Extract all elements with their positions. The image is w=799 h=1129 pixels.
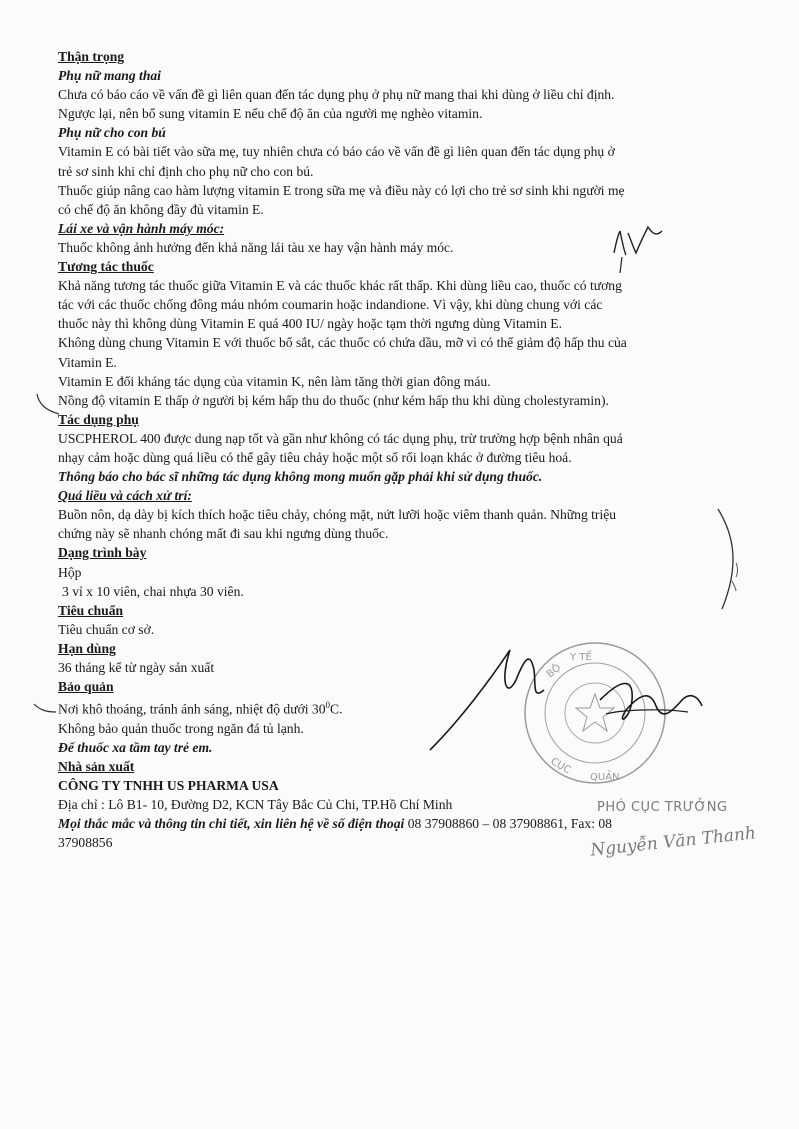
svg-text:QUẢN: QUẢN: [590, 772, 620, 783]
text-line: Vitamin E có bài tiết vào sữa mẹ, tuy nhiên chưa có báo cáo về vấn đề gì liên quan đến tác dụng phụ ở: [58, 144, 615, 160]
text-line: USCPHEROL 400 được dung nạp tốt và gần như không có tác dụng phụ, trừ trường hợp bệnh nhân quá: [58, 430, 623, 446]
section-heading-driving: Lái xe và vận hành máy móc:: [58, 220, 225, 236]
initials-mark: [608, 213, 668, 273]
text-line: Buồn nôn, dạ dày bị kích thích hoặc tiêu chảy, chóng mặt, nứt lưỡi hoặc viêm thanh quản. Những triệu: [58, 507, 617, 523]
text-line: 3 vỉ x 10 viên, chai nhựa 30 viên.: [62, 583, 244, 599]
text-line: Khả năng tương tác thuốc giữa Vitamin E và các thuốc khác rất thấp. Khi dùng liều cao, thuốc có tương: [58, 278, 622, 294]
company-address: Địa chỉ : Lô B1- 10, Đường D2, KCN Tây Bắc Củ Chi, TP.Hồ Chí Minh: [58, 797, 453, 813]
text-line: Chưa có báo cáo về vấn đề gì liên quan đến tác dụng phụ ở phụ nữ mang thai khi dùng ở liều chỉ định.: [58, 87, 615, 103]
text-line: Không dùng chung Vitamin E với thuốc bổ sắt, các thuốc có chứa dầu, mỡ vì có thể giảm độ hấp thu của: [58, 335, 627, 351]
svg-text:Y TẾ: Y TẾ: [570, 652, 592, 663]
text-line: nhạy cảm hoặc dùng quá liều có thể gây tiêu chảy hoặc một số rối loạn khác ở đường tiêu hoá.: [58, 449, 572, 465]
text-line: có chế độ ăn không đầy đủ vitamin E.: [58, 201, 264, 217]
subheading-pregnant: Phụ nữ mang thai: [58, 68, 161, 84]
degree-superscript: 0: [325, 700, 331, 711]
doctor-notice: Thông báo cho bác sĩ những tác dụng không mong muốn gặp phải khi sử dụng thuốc.: [58, 469, 543, 485]
section-heading-shelf-life: Hạn dùng: [58, 640, 116, 656]
text-line: Vitamin E.: [58, 354, 117, 370]
contact-label: Mọi thắc mắc và thông tin chi tiết, xin liên hệ về số điện thoại: [58, 816, 405, 832]
storage-temp-text: Nơi khô thoáng, tránh ánh sáng, nhiệt độ dưới 30: [58, 701, 326, 717]
svg-text:CỤC: CỤC: [548, 756, 573, 777]
child-warning: Để thuốc xa tầm tay trẻ em.: [58, 739, 213, 755]
text-line: tác với các thuốc chống đông máu nhóm coumarin hoặc indandione. Vì vậy, khi dùng chung với các: [58, 297, 603, 313]
contact-line: [58, 814, 718, 833]
section-heading-manufacturer: Nhà sản xuất: [58, 759, 135, 774]
storage-temp-unit: C.: [330, 701, 343, 717]
text-line: Vitamin E đối kháng tác dụng của vitamin K, nên làm tăng thời gian đông máu.: [58, 373, 491, 389]
text-line: trẻ sơ sinh khi chỉ định cho phụ nữ cho con bú.: [58, 163, 314, 179]
signature: [420, 640, 720, 770]
contact-fax: 37908856: [58, 835, 113, 851]
section-heading-overdose: Quá liều và cách xử trí:: [58, 488, 192, 504]
text-line: Ngược lại, nên bổ sung vitamin E nếu chế độ ăn của người mẹ nghèo vitamin.: [58, 106, 483, 122]
text-line: 36 tháng kể từ ngày sản xuất: [58, 660, 215, 675]
section-heading-standard: Tiêu chuẩn: [58, 602, 124, 618]
text-line: Thuốc không ảnh hưởng đến khả năng lái tàu xe hay vận hành máy móc.: [58, 239, 454, 255]
contact-numbers: 08 37908860 – 08 37908861, Fax: 08: [404, 816, 612, 832]
text-line: chứng này sẽ nhanh chóng mất đi sau khi ngưng dùng thuốc.: [58, 526, 389, 542]
margin-bracket-mark: [33, 390, 63, 430]
section-heading-presentation: Dạng trình bày: [58, 545, 147, 561]
text-line: Tiêu chuẩn cơ sở.: [58, 621, 155, 637]
subheading-nursing: Phụ nữ cho con bú: [58, 125, 166, 141]
stamp-title: PHÓ CỤC TRƯỞNG: [597, 800, 728, 815]
stamp-name: Nguyễn Văn Thanh: [589, 823, 757, 861]
text-line: Nồng độ vitamin E thấp ở người bị kém hấp thu do thuốc (như kém hấp thu khi dùng cholestyramin).: [58, 392, 609, 408]
text-line: thuốc này thì không dùng Vitamin E quá 400 IU/ ngày hoặc tạm thời ngưng dùng Vitamin E.: [58, 316, 562, 332]
text-line: Thuốc giúp nâng cao hàm lượng vitamin E trong sữa mẹ và điều này có lợi cho trẻ sơ sinh khi người mẹ: [58, 182, 625, 198]
svg-text:BỘ: BỘ: [544, 662, 564, 681]
section-heading-side-effects: Tác dụng phụ: [58, 411, 139, 427]
section-heading-interactions: Tương tác thuốc: [58, 259, 154, 275]
text-line: Hộp: [58, 564, 82, 580]
margin-bracket-mark: [30, 700, 60, 720]
section-heading-storage: Bảo quản: [58, 679, 114, 695]
section-heading-precautions: Thận trọng: [58, 49, 125, 64]
text-line: Không bảo quản thuốc trong ngăn đá tủ lạnh.: [58, 720, 304, 736]
company-name: CÔNG TY TNHH US PHARMA USA: [58, 778, 279, 794]
right-bracket-mark: [700, 505, 750, 615]
